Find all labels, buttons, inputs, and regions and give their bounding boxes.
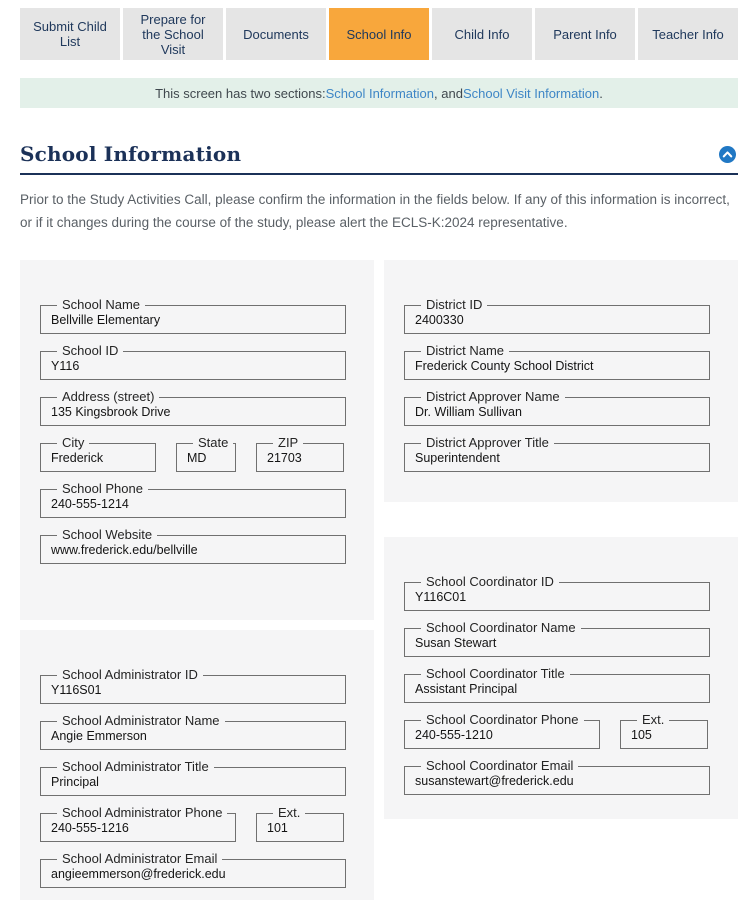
collapse-section-button[interactable] (719, 146, 736, 163)
administrator-phone-field (40, 806, 236, 842)
school-panel (20, 260, 374, 620)
coordinator-id-label: School Coordinator ID (426, 574, 554, 589)
administrator-name-label: School Administrator Name (62, 713, 220, 728)
section-description: Prior to the Study Activities Call, please confirm the information in the fields below. If any of this information is incorrect, or if it changes during the course of the study, please alert the ECLS-K:2024 representative. (20, 192, 730, 230)
city-label: City (62, 435, 85, 450)
zip-value: 21703 (267, 451, 302, 465)
state-value: MD (187, 451, 207, 465)
district-id-field (404, 298, 710, 334)
administrator-title-field (40, 760, 346, 796)
sections-banner (20, 78, 738, 108)
coordinator-ext-label: Ext. (642, 712, 665, 727)
coordinator-title-value: Assistant Principal (415, 682, 518, 696)
school-visit-information-link[interactable]: School Visit Information (462, 85, 600, 101)
coordinator-name-label: School Coordinator Name (426, 620, 576, 635)
school-website-label: School Website (62, 527, 153, 542)
banner-text-period: . (599, 85, 603, 101)
administrator-id-value: Y116S01 (51, 683, 102, 697)
banner-text-prefix: This screen has two sections: (155, 85, 326, 101)
district-name-label: District Name (426, 343, 505, 358)
page-title: School Information (20, 142, 242, 166)
coordinator-id-value: Y116C01 (415, 590, 467, 604)
banner-text-and: , and (434, 85, 463, 101)
administrator-email-value: angieemmerson@frederick.edu (51, 867, 226, 881)
tab-bar (20, 8, 738, 60)
school-address-value: 135 Kingsbrook Drive (51, 405, 171, 419)
zip-label: ZIP (278, 435, 299, 450)
school-coordinator-panel (384, 537, 738, 819)
administrator-phone-label: School Administrator Phone (62, 805, 223, 820)
district-approver-name-label: District Approver Name (426, 389, 560, 404)
school-website-field (40, 528, 346, 564)
administrator-phone-row (40, 806, 346, 852)
district-approver-name-field (404, 390, 710, 426)
coordinator-phone-row (404, 713, 710, 759)
tab-submit-child-list[interactable]: Submit Child List (20, 8, 123, 60)
coordinator-id-field (404, 575, 710, 611)
district-approver-title-label: District Approver Title (426, 435, 549, 450)
administrator-ext-value: 101 (267, 821, 288, 835)
administrator-name-value: Angie Emmerson (51, 729, 147, 743)
tab-documents[interactable]: Documents (226, 8, 329, 60)
coordinator-email-field (404, 759, 710, 795)
district-approver-name-value: Dr. William Sullivan (415, 405, 522, 419)
coordinator-phone-value: 240-555-1210 (415, 728, 493, 742)
administrator-id-label: School Administrator ID (62, 667, 198, 682)
coordinator-email-label: School Coordinator Email (426, 758, 574, 773)
coordinator-name-field (404, 621, 710, 657)
school-name-value: Bellville Elementary (51, 313, 161, 327)
tab-prepare-for-the-school-visit[interactable]: Prepare for the School Visit (123, 8, 226, 60)
district-name-value: Frederick County School District (415, 359, 594, 373)
administrator-email-label: School Administrator Email (62, 851, 218, 866)
district-id-value: 2400330 (415, 313, 464, 327)
administrator-title-label: School Administrator Title (62, 759, 209, 774)
administrator-phone-value: 240-555-1216 (51, 821, 129, 835)
left-column (20, 260, 374, 900)
tab-child-info[interactable]: Child Info (432, 8, 535, 60)
right-column (384, 260, 738, 900)
coordinator-title-field (404, 667, 710, 703)
state-label: State (198, 435, 229, 450)
district-id-label: District ID (426, 297, 483, 312)
administrator-name-field (40, 714, 346, 750)
coordinator-title-label: School Coordinator Title (426, 666, 565, 681)
administrator-title-value: Principal (51, 775, 99, 789)
district-panel (384, 260, 738, 502)
zip-field (256, 436, 344, 472)
district-approver-title-field (404, 436, 710, 472)
coordinator-phone-label: School Coordinator Phone (426, 712, 579, 727)
tab-parent-info[interactable]: Parent Info (535, 8, 638, 60)
school-name-label: School Name (62, 297, 141, 312)
school-id-field (40, 344, 346, 380)
city-field (40, 436, 156, 472)
administrator-ext-label: Ext. (278, 805, 301, 820)
form-columns (20, 260, 738, 900)
coordinator-name-value: Susan Stewart (415, 636, 497, 650)
school-phone-field (40, 482, 346, 518)
coordinator-ext-value: 105 (631, 728, 652, 742)
administrator-ext-field (256, 806, 344, 842)
district-name-field (404, 344, 710, 380)
state-field (176, 436, 236, 472)
chevron-up-icon (719, 146, 736, 163)
tab-teacher-info[interactable]: Teacher Info (638, 8, 738, 60)
section-header (20, 142, 738, 175)
school-administrator-panel (20, 630, 374, 900)
city-state-zip-row (40, 436, 346, 482)
school-phone-value: 240-555-1214 (51, 497, 129, 511)
school-phone-label: School Phone (62, 481, 143, 496)
school-address-label: Address (street) (62, 389, 155, 404)
school-information-link[interactable]: School Information (325, 85, 435, 101)
coordinator-phone-field (404, 713, 600, 749)
city-value: Frederick (51, 451, 104, 465)
coordinator-email-value: susanstewart@frederick.edu (415, 774, 574, 788)
school-website-value: www.frederick.edu/bellville (51, 543, 198, 557)
coordinator-ext-field (620, 713, 708, 749)
administrator-id-field (40, 668, 346, 704)
school-id-label: School ID (62, 343, 119, 358)
administrator-email-field (40, 852, 346, 888)
school-address-field (40, 390, 346, 426)
school-name-field (40, 298, 346, 334)
district-approver-title-value: Superintendent (415, 451, 500, 465)
tab-school-info[interactable]: School Info (329, 8, 432, 60)
school-id-value: Y116 (51, 359, 80, 373)
